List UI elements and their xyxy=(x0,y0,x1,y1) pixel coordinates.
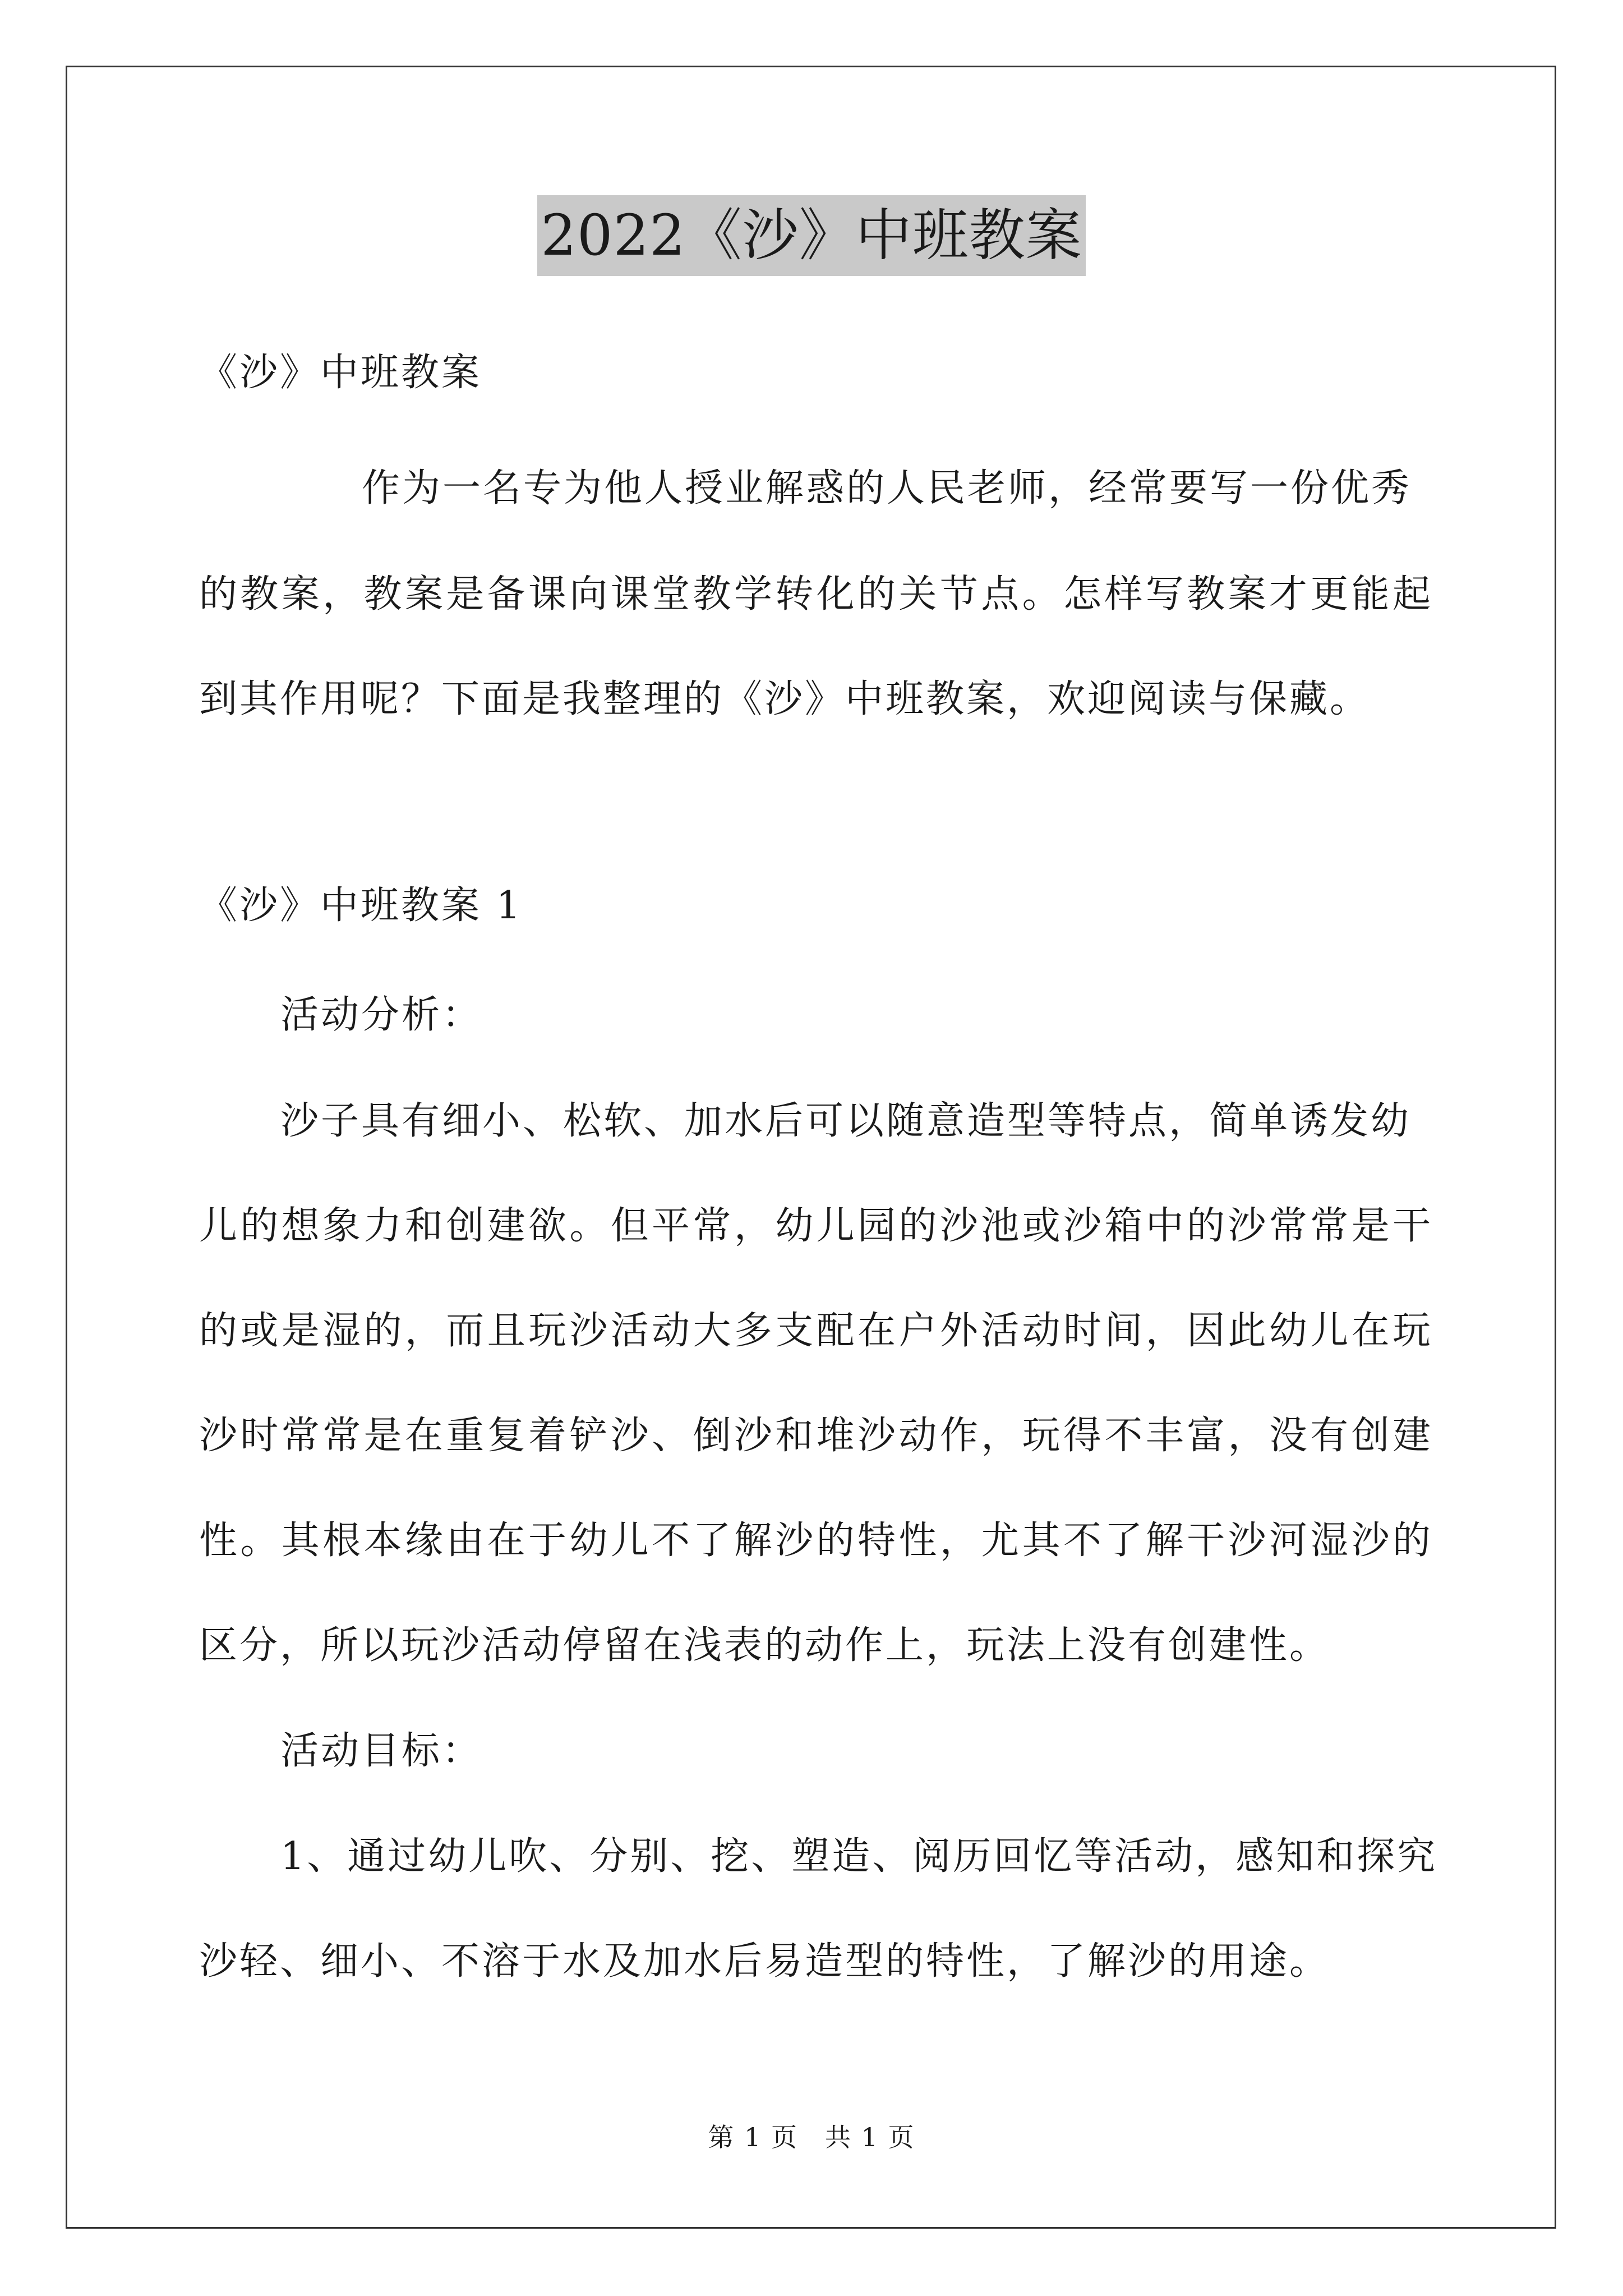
analysis-line-2: 儿的想象力和创建欲。但平常，幼儿园的沙池或沙箱中的沙常常是干 xyxy=(199,1204,1433,1248)
intro-line-2: 的教案，教案是备课向课堂教学转化的关节点。怎样写教案才更能起 xyxy=(199,572,1433,616)
goal-line-2: 沙轻、细小、不溶于水及加水后易造型的特性，了解沙的用途。 xyxy=(199,1939,1330,1984)
heading-activity-analysis: 活动分析： xyxy=(280,993,483,1037)
analysis-line-4: 沙时常常是在重复着铲沙、倒沙和堆沙动作，玩得不丰富，没有创建 xyxy=(199,1414,1433,1458)
goal-line-1: 1、通过幼儿吹、分别、挖、塑造、阅历回忆等活动，感知和探究 xyxy=(280,1834,1438,1879)
title-container xyxy=(0,195,1623,276)
analysis-line-1: 沙子具有细小、松软、加水后可以随意造型等特点，简单诱发幼 xyxy=(280,1099,1412,1143)
analysis-line-6: 区分，所以玩沙活动停留在浅表的动作上，玩法上没有创建性。 xyxy=(199,1623,1330,1668)
intro-line-3: 到其作用呢？下面是我整理的《沙》中班教案，欢迎阅读与保藏。 xyxy=(199,677,1371,721)
analysis-line-5: 性。其根本缘由在于幼儿不了解沙的特性，尤其不了解干沙河湿沙的 xyxy=(199,1519,1433,1563)
document-title: 2022《沙》中班教案 xyxy=(537,195,1086,276)
page-footer: 第 1 页 共 1 页 xyxy=(708,2122,915,2152)
intro-line-1: 作为一名专为他人授业解惑的人民老师，经常要写一份优秀 xyxy=(362,466,1412,510)
section-heading: 《沙》中班教案 1 xyxy=(199,884,523,928)
heading-activity-goals: 活动目标： xyxy=(280,1729,483,1773)
subtitle: 《沙》中班教案 xyxy=(199,351,482,395)
analysis-line-3: 的或是湿的，而且玩沙活动大多支配在户外活动时间，因此幼儿在玩 xyxy=(199,1309,1433,1353)
